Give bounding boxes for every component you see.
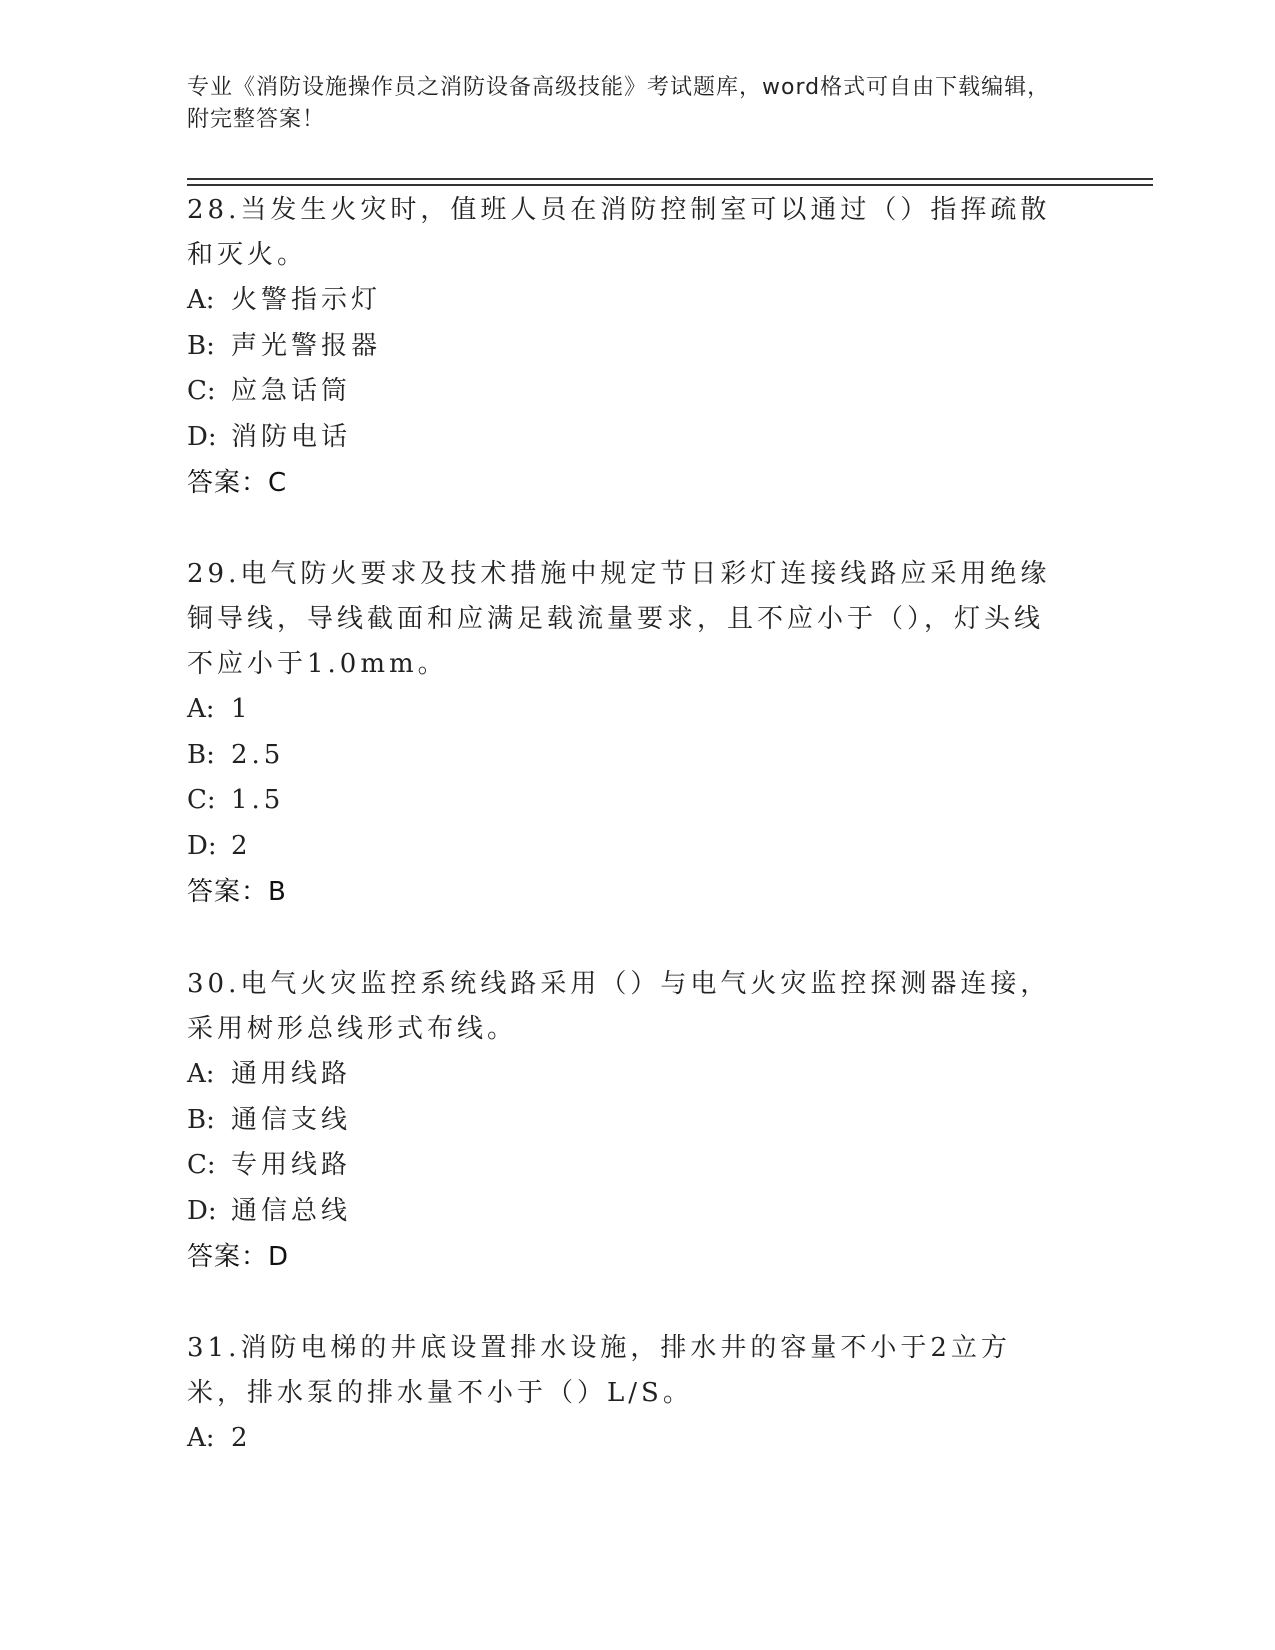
option-letter: B: xyxy=(187,739,215,770)
header-divider-top xyxy=(187,178,1153,180)
option-text: 声光警报器 xyxy=(231,330,382,361)
option-d xyxy=(187,1189,1067,1235)
option-a xyxy=(187,1416,1067,1462)
option-text: 应急话筒 xyxy=(231,376,352,406)
question-stem: 28.当发生火灾时，值班人员在消防控制室可以通过（）指挥疏散和灭火。 xyxy=(187,195,1051,270)
option-letter: D: xyxy=(187,830,217,861)
option-a xyxy=(187,687,1067,733)
option-b xyxy=(187,733,1067,779)
question-30 xyxy=(187,962,1067,1280)
option-letter: C: xyxy=(187,1150,216,1180)
option-text: 2 xyxy=(231,1423,252,1453)
option-letter: A: xyxy=(187,694,215,724)
answer-line: 答案：D xyxy=(187,1242,290,1272)
option-text: 1 xyxy=(231,694,252,724)
question-stem: 30.电气火灾监控系统线路采用（）与电气火灾监控探测器连接，采用树形总线形式布线。 xyxy=(187,969,1051,1044)
question-31 xyxy=(187,1326,1067,1462)
option-c xyxy=(187,369,1067,415)
document-header: 专业《消防设施操作员之消防设备高级技能》考试题库，word格式可自由下载编辑，附完整答案！ xyxy=(187,75,1051,132)
option-text: 2 xyxy=(231,830,252,861)
option-letter: B: xyxy=(187,1104,215,1135)
option-letter: B: xyxy=(187,330,215,361)
option-c xyxy=(187,778,1067,824)
option-d xyxy=(187,824,1067,870)
option-letter: A: xyxy=(187,1059,215,1089)
option-c xyxy=(187,1143,1067,1189)
option-text: 通信支线 xyxy=(231,1104,352,1135)
option-letter: D: xyxy=(187,1195,217,1226)
option-letter: C: xyxy=(187,376,216,406)
question-28 xyxy=(187,188,1067,506)
option-a xyxy=(187,278,1067,324)
header-divider-bottom xyxy=(187,184,1153,186)
option-letter: D: xyxy=(187,421,217,452)
question-29 xyxy=(187,552,1067,915)
option-letter: C: xyxy=(187,785,216,815)
option-text: 通信总线 xyxy=(231,1195,352,1226)
option-letter: A: xyxy=(187,1423,215,1453)
option-b xyxy=(187,1098,1067,1144)
question-stem: 29.电气防火要求及技术措施中规定节日彩灯连接线路应采用绝缘铜导线，导线截面和应满足载流量要求，且不应小于（），灯头线不应小于1.0mm。 xyxy=(187,559,1051,679)
option-letter: A: xyxy=(187,285,215,315)
option-text: 通用线路 xyxy=(231,1059,352,1089)
option-text: 火警指示灯 xyxy=(231,285,382,315)
option-text: 2.5 xyxy=(231,739,285,770)
answer-line: 答案：C xyxy=(187,468,288,498)
option-a xyxy=(187,1052,1067,1098)
option-text: 消防电话 xyxy=(231,421,352,452)
option-text: 1.5 xyxy=(231,785,285,815)
option-d xyxy=(187,415,1067,461)
question-stem: 31.消防电梯的井底设置排水设施，排水井的容量不小于2立方米，排水泵的排水量不小于（）L/S。 xyxy=(187,1333,1011,1408)
answer-line: 答案：B xyxy=(187,877,287,907)
option-b xyxy=(187,324,1067,370)
option-text: 专用线路 xyxy=(231,1150,352,1180)
